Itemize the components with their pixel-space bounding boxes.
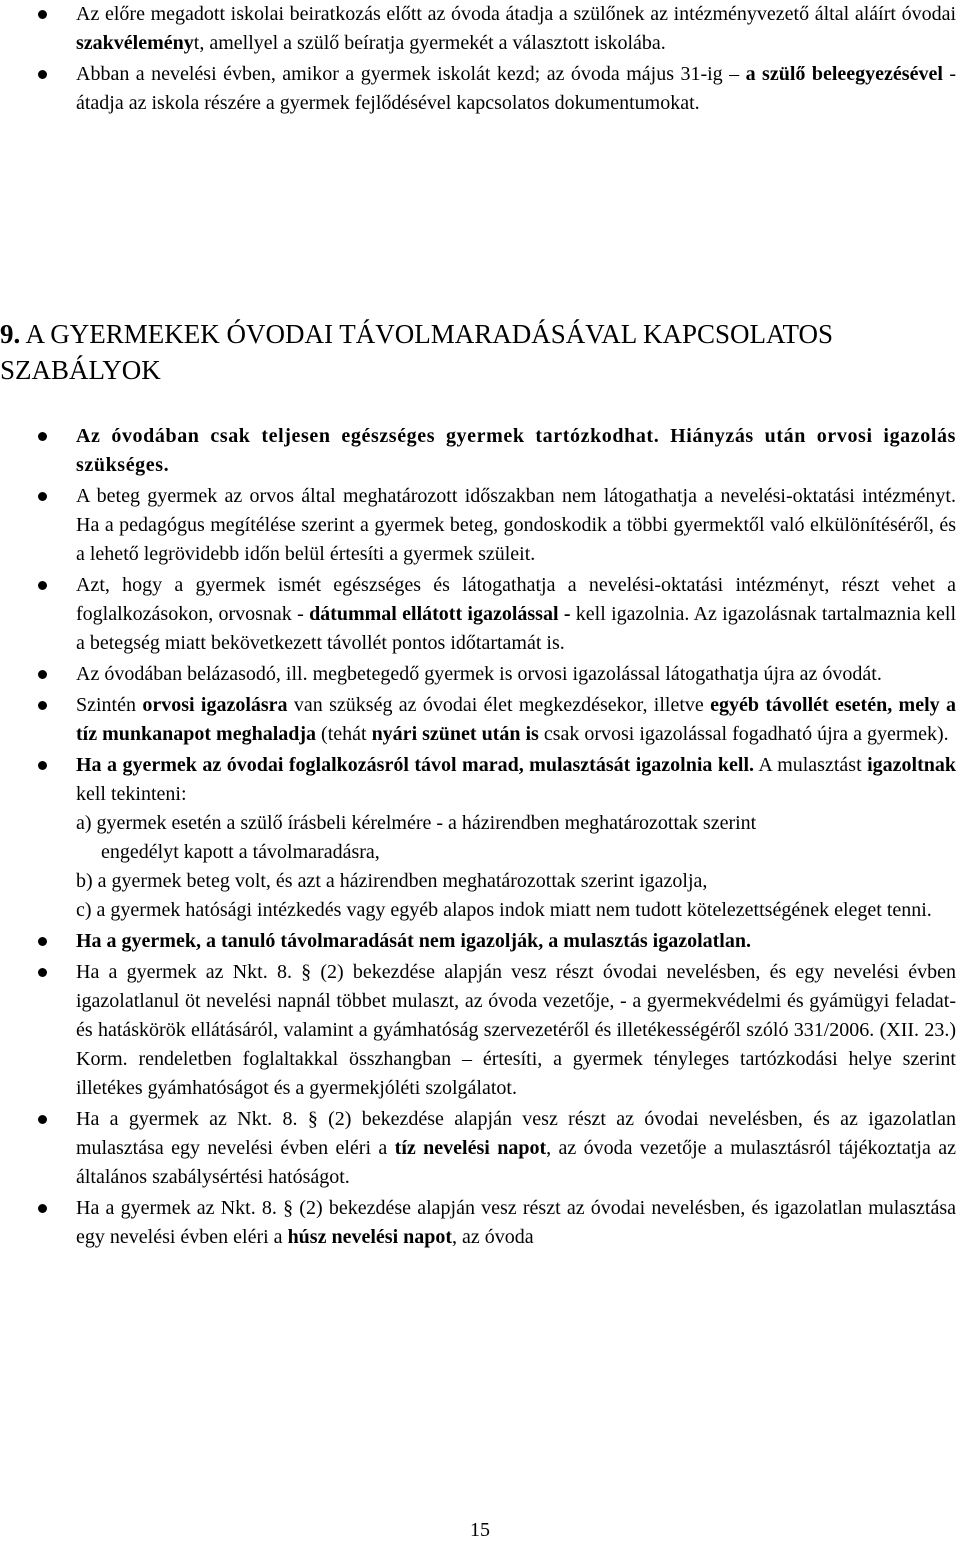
text: Ha a gyermek az Nkt. 8. § (2) bekezdése alapján vesz részt óvodai nevelésben, és egy nevelési évben igazolatlanul öt nevelési napnál többet mulaszt, az óvoda vezetője, - a gyermekvédelmi és gyámügyi feladat- és hatáskörök ellátásáról, valamint a gyámhatóság szervezetéről és illetékességéről szóló 331/2006. (XII. 23.) Korm. rendeletben foglaltakkal összhangban – értesíti, a gyermek tényleges tartózkodási helye szerint illetékes gyámhatóságot és a gyermekjóléti szolgálatot. bbox=[76, 961, 956, 1099]
bullet-icon bbox=[38, 10, 47, 19]
text: Szintén bbox=[76, 694, 143, 716]
list-item bbox=[0, 751, 960, 925]
text: csak orvosi igazolással fogadható újra a gyermek). bbox=[538, 723, 949, 745]
bold-text: húsz nevelési napot bbox=[287, 1226, 453, 1248]
text: - átadja az iskola részére a gyermek fejlődésével kapcsolatos dokumentumokat. bbox=[76, 63, 956, 114]
bold-text: tíz nevelési napot bbox=[394, 1137, 547, 1159]
list-item bbox=[0, 1105, 960, 1192]
text: Azt, hogy a gyermek ismét egészséges és látogathatja a nevelési-oktatási intézményt, részt vehet a foglalkozásokon, orvosnak - bbox=[76, 574, 956, 625]
list-item bbox=[0, 660, 960, 689]
bullet-icon bbox=[38, 492, 47, 501]
text: A mulasztást bbox=[754, 754, 868, 776]
text: , az óvoda vezetője a mulasztásról tájékoztatja az általános szabálysértési hatóságot. bbox=[76, 1137, 956, 1188]
list-item bbox=[0, 571, 960, 658]
list-item bbox=[0, 0, 960, 58]
bold-text: Ha a gyermek, a tanuló távolmaradását nem igazolják, a mulasztás igazolatlan. bbox=[76, 930, 751, 952]
text: , az óvoda bbox=[452, 1226, 534, 1248]
sub-item-b bbox=[76, 867, 956, 896]
bold-text: nyári szünet után is bbox=[371, 723, 539, 745]
list-item bbox=[0, 482, 960, 569]
bold-text: Az óvodában csak teljesen egészséges gyermek tartózkodhat. Hiányzás után orvosi igazolás szükséges. bbox=[76, 425, 956, 476]
bold-text: Ha a gyermek az óvodai foglalkozásról távol marad, mulasztását igazolnia kell. bbox=[76, 754, 755, 776]
text: (tehát bbox=[316, 723, 372, 745]
text: van szükség az óvodai élet megkezdésekor, illetve bbox=[287, 694, 711, 716]
sub-item-label: c) a gyermek hatósági intézkedés vagy egyéb alapos indok miatt nem tudott kötelezettségének eleget tenni. bbox=[76, 899, 932, 921]
text: A beteg gyermek az orvos által meghatározott időszakban nem látogathatja a nevelési-oktatási intézményt. Ha a pedagógus megítélése szerint a gyermek beteg, gondoskodik a többi gyermektől való elkülönítéséről, és a lehető legrövidebb időn belül értesíti a gyermek szüleit. bbox=[76, 485, 956, 565]
sub-item-label: b) a gyermek beteg volt, és azt a házirendben meghatározottak szerint igazolja, bbox=[76, 870, 708, 892]
text: Ha a gyermek az Nkt. 8. § (2) bekezdése alapján vesz részt az óvodai nevelésben, és igazolatlan mulasztása egy nevelési évben eléri a bbox=[76, 1197, 956, 1248]
page-number: 15 bbox=[470, 1519, 490, 1541]
text: Az óvodában belázasodó, ill. megbetegedő gyermek is orvosi igazolással látogathatja újra az óvodát. bbox=[76, 663, 882, 685]
text: Abban a nevelési évben, amikor a gyermek iskolát kezd; az óvoda május 31-ig – bbox=[76, 63, 746, 85]
sub-item-a bbox=[76, 809, 956, 867]
section-number: 9. bbox=[0, 319, 21, 349]
bullet-icon bbox=[38, 937, 47, 946]
text: Az előre megadott iskolai beiratkozás előtt az óvoda átadja a szülőnek az intézményvezető által aláírt óvodai bbox=[76, 3, 956, 25]
rules-list bbox=[0, 422, 960, 1252]
list-item bbox=[0, 60, 960, 118]
list-item bbox=[0, 958, 960, 1103]
list-item bbox=[0, 1194, 960, 1252]
bold-text: egyéb távollét esetén, mely a tíz munkanapot meghaladja bbox=[76, 694, 956, 745]
text: Ha a gyermek az Nkt. 8. § (2) bekezdése alapján vesz részt az óvodai nevelésben, és az igazolatlan mulasztása egy nevelési évben eléri a bbox=[76, 1108, 956, 1159]
bullet-icon bbox=[38, 70, 47, 79]
bullet-icon bbox=[38, 1204, 47, 1213]
bold-text: dátummal ellátott igazolással - bbox=[309, 603, 571, 625]
bold-text: orvosi igazolásra bbox=[142, 694, 288, 716]
intro-list bbox=[0, 0, 960, 118]
list-item bbox=[0, 422, 960, 480]
bullet-icon bbox=[38, 968, 47, 977]
bullet-icon bbox=[38, 701, 47, 710]
bullet-icon bbox=[38, 1115, 47, 1124]
sub-item-continuation: engedélyt kapott a távolmaradásra, bbox=[101, 841, 380, 863]
bold-text: a szülő beleegyezésével bbox=[745, 63, 943, 85]
section-title: A GYERMEKEK ÓVODAI TÁVOLMARADÁSÁVAL KAPCSOLATOS SZABÁLYOK bbox=[0, 319, 834, 385]
text: kell igazolnia. Az igazolásnak tartalmaznia kell a betegség miatt bekövetkezett távollét pontos időtartamát is. bbox=[76, 603, 956, 654]
text: kell tekinteni: bbox=[76, 783, 187, 805]
bullet-icon bbox=[38, 670, 47, 679]
list-item bbox=[0, 927, 960, 956]
sub-item-label: a) gyermek esetén a szülő írásbeli kérelmére - a házirendben meghatározottak szerint bbox=[76, 812, 757, 834]
bullet-icon bbox=[38, 761, 47, 770]
bold-text: szakvélemény bbox=[76, 32, 194, 54]
section-heading bbox=[0, 316, 960, 388]
sub-item-c bbox=[76, 896, 956, 925]
bullet-icon bbox=[38, 581, 47, 590]
bullet-icon bbox=[38, 432, 47, 441]
text: t, amellyel a szülő beíratja gyermekét a választott iskolába. bbox=[193, 32, 666, 54]
bold-text: igazoltnak bbox=[867, 754, 956, 776]
list-item bbox=[0, 691, 960, 749]
